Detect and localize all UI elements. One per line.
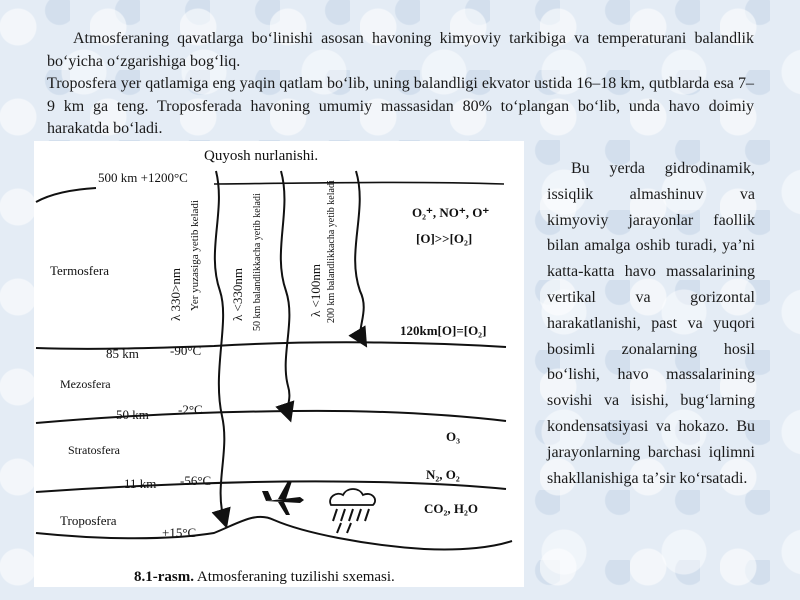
ray-3-line xyxy=(355,171,364,339)
layer-thermosphere: Termosfera xyxy=(50,263,110,278)
diagram-svg xyxy=(34,141,524,587)
level-50km-label: 50 km xyxy=(116,407,149,422)
temp-50km-label: -2°C xyxy=(178,402,203,417)
chem-ions: O₂⁺, NO⁺, O⁺ xyxy=(412,205,490,220)
diagram-title: Quyosh nurlanishi. xyxy=(204,148,319,164)
temp-85km-label: -90°C xyxy=(170,343,202,358)
caption-text: Atmosferaning tuzilishi sxemasi. xyxy=(194,569,395,585)
airplane-icon xyxy=(262,481,304,515)
atmosphere-diagram xyxy=(34,141,524,587)
temp-surface-label: +15°C xyxy=(162,525,197,540)
figure-caption xyxy=(134,569,395,585)
level-11km-label: 11 km xyxy=(124,476,157,491)
intro-paragraph-2: Troposfera yer qatlamiga eng yaqin qatlam boʻlib, uning balandligi ekvator ustida 16–18 km, qutblarda esa 7–9 km ga teng. Troposferada havoning umumiy massasidan 80% toʻplangan boʻlib, unda havo doimiy harakatda boʻladi. xyxy=(47,75,754,137)
ray-2-note: 50 km balandlikkacha yetib keladi xyxy=(252,193,263,331)
ray-3-wavelength: λ <100nm xyxy=(308,264,323,317)
layer-troposphere: Troposfera xyxy=(60,513,117,528)
layer-stratosphere: Stratosfera xyxy=(68,443,120,457)
rain-cloud-icon xyxy=(330,489,375,533)
intro-paragraph-1: Atmosferaning qavatlarga boʻlinishi asosan havoning kimyoviy tarkibiga va temperaturani balandlik boʻyicha oʻzgarishiga bogʻliq. xyxy=(47,30,754,70)
boundary-50km xyxy=(36,411,506,423)
level-85km-label: 85 km xyxy=(106,346,139,361)
chem-nitrogen-oxygen: N₂, O₂ xyxy=(426,467,460,482)
ray-1-note: Yer yuzasiga yetib keladi xyxy=(189,200,201,311)
ray-2-line xyxy=(281,171,290,413)
chem-oxygen-ratio: [O]>>[O₂] xyxy=(416,231,473,246)
chem-120km: 120km[O]=[O₂] xyxy=(400,323,487,338)
side-paragraph: Bu yerda gidrodinamik, issiqlik almashinuv va kimyoviy jarayonlar faollik bilan amalga oshib turadi, yaʼni katta-katta havo massalarining vertikal va gorizontal harakatlanishi, past va yuqori bosimli zonalarning hosil boʻlishi, havo massalarining sovishi va isishi, bugʻlarning kondensatsiyasi va hokazo. Bu jarayonlarning barchasi iqlimni shakllanishiga taʼsir koʻrsatadi. xyxy=(547,160,755,487)
ray-3-note: 200 km balandlikkacha yetib keladi xyxy=(326,180,337,323)
boundary-11km xyxy=(36,481,506,492)
ray-1-wavelength: λ 330>nm xyxy=(168,268,183,321)
temp-11km-label: -56°C xyxy=(180,473,212,488)
chem-ozone: O₃ xyxy=(446,429,461,444)
level-500km-label: 500 km +1200°C xyxy=(98,170,188,185)
layer-mesosphere: Mezosfera xyxy=(60,377,111,391)
chem-co2-water: CO₂, H₂O xyxy=(424,501,479,516)
caption-number: 8.1-rasm. xyxy=(134,569,194,585)
boundary-500km xyxy=(36,188,96,202)
intro-text xyxy=(47,28,754,141)
ray-2-wavelength: λ <330nm xyxy=(230,268,245,321)
